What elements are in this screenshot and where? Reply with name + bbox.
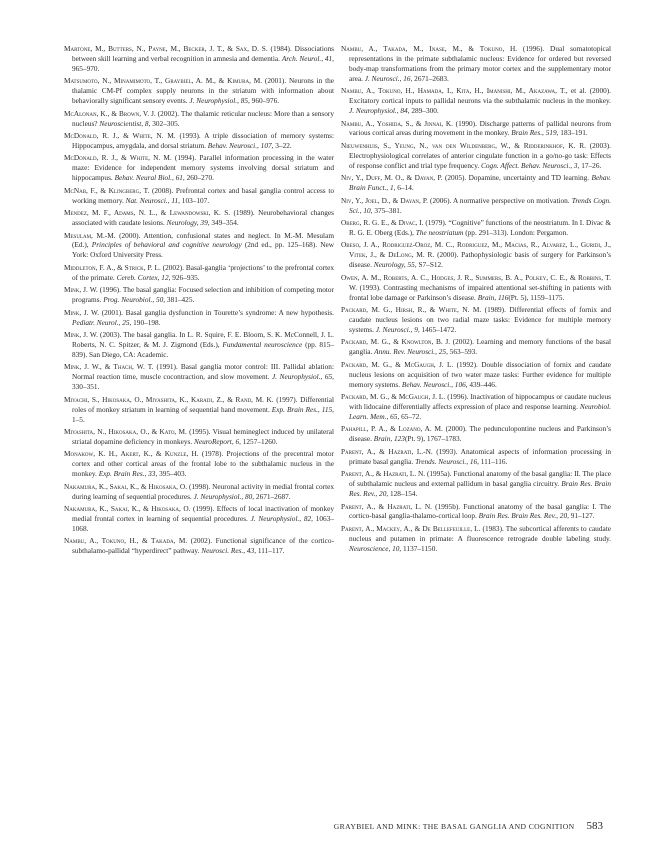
reference-entry [64,449,334,479]
reference-entry [64,427,334,447]
reference-pages: (Pt. 9), 1767–1783. [404,434,462,444]
reference-journal: J. Neurophysiol., 85, [189,96,250,106]
reference-journal: Neurology, 55, [373,260,417,270]
reference-journal: Neurosci. Res., 43, [201,546,257,556]
reference-authors: McNab, F., & Klingberg, T. [64,185,150,195]
reference-entry [64,76,334,106]
reference-pages: 190–198. [131,317,161,327]
reference-journal: Neuroscientist, 8, [99,118,151,128]
reference-entry [64,330,334,360]
reference-entry [341,469,611,499]
reference-entry [341,305,611,335]
reference-authors: Packard, M. G., & McGaugh, J. L. [341,392,446,402]
reference-entry [341,337,611,357]
reference-entry [341,447,611,467]
reference-journal: Behav. Brain Funct., 1, [349,173,611,193]
reference-text: (1990). Discharge patterns of pallidal neurons from various cortical areas during movement in the monkey. [349,118,611,138]
reference-entry [341,273,611,303]
reference-pages: (2nd ed., pp. 125–168). New York: Oxford University Press. [72,240,334,260]
reference-journal: Brain Res. Brain Res. Rev., 20, [478,511,569,521]
reference-authors: Nieuwenhuis, S., Yeung, N., van den Wildenberg, W., & Ridderinkhof, K. R. [341,140,586,150]
reference-entry [341,424,611,444]
reference-text: (1989). Differential effects of fornix and caudate nucleus lesions on two radial maze tasks: Evidence for multiple memory systems. [349,305,611,334]
reference-pages: (pp. 291–313). London: Pergamon. [463,227,569,237]
reference-authors: Mink, J. W. [64,330,98,340]
reference-journal: J. Neurosci., 16, [364,73,413,83]
reference-authors: Nakamura, K., Sakai, K., & Hikosaka, O. [64,504,191,514]
reference-journal: Cogn. Affect. Behav. Neurosci., 3, [481,160,580,170]
reference-entry [341,141,611,171]
reference-authors: Packard, M. G., Hirsh, R., & White, N. M. [341,305,482,315]
reference-journal: Behav. Neurosci., 106, [401,379,468,389]
reference-entry [64,308,334,328]
reference-text: (2006). A normative perspective on motivation. [428,195,572,205]
reference-pages: 289–300. [409,106,439,116]
reference-pages: 3–22. [273,140,292,150]
reference-authors: Parent, A., Mackey, A., & De Bellefeuille, L. [341,523,481,533]
reference-journal: Brain, 123 [373,434,405,444]
reference-column-right [341,44,611,556]
reference-pages: 1063–1068. [72,514,334,533]
reference-authors: Packard, M. G., & McGaugh, J. L. [341,359,454,369]
reference-pages: 375–381. [372,205,402,215]
reference-text: (1998). Neuronal activity in medial frontal cortex during learning of sequential procedures. [72,481,334,501]
reference-text: (1989). Neurobehavioral changes associated with caudate lesions. [72,208,335,228]
reference-journal: J. Neurophysiol., 80, [193,491,255,501]
reference-authors: McDonald, R. J., & White, N. M. [64,153,172,163]
reference-text: (2000). Pathophysiologic basis of surgery for Parkinson’s disease. [349,250,611,270]
reference-pages: S7–S12. [416,260,443,270]
reference-journal: Neurology, 39, [166,218,210,228]
reference-text: (1996). Dual somatotopical representations in the primate subthalamic nucleus: Evidence for ordered but reversed body-map transformations from the primary motor cortex and the supplementary motor area. [349,44,612,83]
reference-entry [64,362,334,392]
reference-text: (2001). Basal ganglia dysfunction in Tourette’s syndrome: A new hypothesis. [99,307,334,317]
reference-pages: 330–351. [72,382,100,392]
reference-text: (1984). Dissociations between skill learning and verbal recognition in amnesia and dementia. [72,44,334,63]
reference-text: (1993). A triple dissociation of memory systems: Hippocampus, amygdala, and dorsal striatum. [72,131,334,150]
reference-text: (1996). The basal ganglia: Focused selection and inhibition of competing motor programs. [72,285,334,305]
reference-text: (1994). Parallel information processing in the water maze: Evidence for independent memory systems involving dorsal striatum and hippocampus. [72,153,334,183]
reference-entry [64,231,334,261]
reference-pages: 17–26. [579,160,602,170]
reference-text: (1991). Basal ganglia motor control: III. Pallidal ablation: Normal reaction time, muscle cocontraction, and slow movement. [72,362,334,382]
reference-text: (1992). Double dissociation of fornix and caudate nucleus lesions on acquisition of two water maze tasks: Further evidence for multiple memory systems. [349,359,611,389]
reference-pages: 128–154. [388,489,418,499]
reference-pages: 65–72. [399,411,422,421]
reference-journal: Neuroscience, 10, [349,543,402,553]
reference-entry [64,504,334,534]
reference-journal: Pediatr. Neurol., 25, [72,317,132,327]
reference-authors: Matsumoto, N., Minamimoto, T., Graybiel, A. M., & Kimura, M. [64,76,263,86]
reference-authors: Martone, M., Butters, N., Payne, M., Becker, J. T., & Sax, D. S. [64,44,268,53]
reference-authors: Nambu, A., Tokuno, H., Hamada, I., Kita, H., Imanishi, M., Akazawa, T., [341,86,568,96]
reference-journal: Exp. Brain Res., 115, [271,404,334,414]
reference-pages: 91–127. [568,511,595,521]
reference-entry [341,392,611,422]
reference-authors: Pahapill, P. A., & Lozano, A. M. [341,424,443,434]
reference-pages: 349–354. [209,218,239,228]
reference-authors: Mink, J. W. [64,307,100,317]
reference-pages: 103–107. [179,195,210,205]
reference-pages: 395–403. [157,469,187,479]
reference-authors: Middleton, F. A., & Strick, P. L. [64,262,161,272]
reference-text: (1995b). Functional anatomy of the basal ganglia: I. The cortico-basal ganglia-thalamo-cortical loop. [349,501,611,521]
reference-pages: 381–425. [165,295,195,305]
reference-text: et al. (2000). Excitatory cortical inputs to pallidal neurons via the subthalamic nucleus in the monkey. [349,86,612,106]
reference-journal: Prog. Neurobiol., 50, [103,295,166,305]
reference-journal: Annu. Rev. Neurosci., 25, [374,347,448,357]
reference-pages: 1–5. [72,414,85,424]
reference-journal: J. Neurophysiol., 82, [250,514,313,524]
reference-pages: 1257–1260. [240,436,278,446]
reference-entry [341,218,611,238]
page-number: 583 [586,820,603,832]
reference-journal: Brain Res. Brain Res. Rev., 20, [349,479,611,499]
reference-entry [64,208,334,228]
reference-authors: Nambu, A., Tokuno, H., & Takada, M. [64,536,188,546]
reference-authors: McAlonan, K., & Brown, V. J. [64,108,156,118]
reference-authors: Mink, J. W., & Thach, W. T. [64,362,154,372]
reference-pages: 965–970. [72,63,100,73]
reference-entry [341,502,611,522]
reference-authors: Nambu, A., Takada, M., Inase, M., & Tokuno, H. [341,44,518,53]
reference-authors: Niv, Y., Duff, M. O., & Dayan, P. [341,173,443,183]
reference-pages: (Pt. 5), 1159–1175. [508,292,565,302]
reference-pages: 6–14. [395,183,414,193]
reference-entry [341,360,611,390]
reference-pages: 260–270. [184,173,214,183]
reference-entry [341,86,611,116]
reference-journal: J. Neurophysiol., 84, [349,106,410,116]
reference-column-left [64,44,334,559]
reference-text: (1995). Visual hemineglect induced by unilateral striatal dopamine deficiency in monkeys. [72,427,334,446]
reference-journal: Brain Res., 519, [511,128,559,138]
reference-journal: Cereb. Cortex, 12, [116,272,171,282]
reference-pages: 111–117. [256,546,285,556]
reference-journal: Arch. Neurol., 41, [281,53,335,63]
reference-text: (2002). Basal-ganglia ‘projections’ to the prefrontal cortex of the primate. [72,262,334,282]
reference-pages: 439–446. [467,379,497,389]
reference-pages: 926–935. [170,272,200,282]
reference-text: (2008). Prefrontal cortex and basal ganglia control access to working memory. [72,185,334,205]
reference-journal: The neostriatum [415,227,464,237]
reference-text: (2002). Functional significance of the cortico-subthalamo-pallidal “hyperdirect” pathway. [72,536,334,556]
reference-pages: 960–976. [249,96,280,106]
running-head: GRAYBIEL AND MINK: THE BASAL GANGLIA AND COGNITION [333,822,575,831]
reference-authors: Parent, A., & Hazrati, L. N. [341,501,432,511]
reference-entry [64,285,334,305]
reference-entry [64,536,334,556]
reference-journal: Nat. Neurosci., 11, [125,195,180,205]
reference-pages: 563–593. [447,347,478,357]
reference-entry [341,119,611,139]
reference-authors: Nambu, A., Yoshida, S., & Jinnai, K. [341,118,453,128]
reference-entry [64,44,334,74]
reference-journal: Fundamental neuroscience [222,340,303,349]
reference-text: (1978). Projections of the precentral motor cortex and other cortical areas of the frontal lobe to the subthalamic nucleus in the monkey. [72,449,334,479]
reference-text: (1997). Differential roles of monkey striatum in learning of sequential hand movement. [72,394,335,414]
reference-pages: 1465–1472. [419,324,457,334]
reference-text: (2001). Neurons in the thalamic CM-Pf complex supply neurons in the striatum with information about behaviorally significant sensory events. [72,76,334,106]
reference-authors: Niv, Y., Joel, D., & Dayan, P. [341,195,428,205]
reference-journal: Neurobiol. Learn. Mem., 65, [349,402,611,421]
reference-text: (1993). Anatomical aspects of information processing in primate basal ganglia. [349,446,612,466]
reference-text: (1979). “Cognitive” functions of the neostriatum. In I. Divac & R. G. E. Oberg (Eds.), [349,218,611,237]
reference-entry [341,44,611,84]
reference-text: (1999). Effects of local inactivation of monkey medial frontal cortex in learning of sequential procedures. [72,504,334,524]
reference-pages: 111–116. [478,456,508,466]
reference-text: (2005). Dopamine, uncertainty and TD learning. [442,173,592,183]
reference-journal: Behav. Neurosci., 107, [207,140,274,150]
reference-authors: Miyachi, S., Hikosaka, O., Miyashita, K., Karadi, Z., & Rand, M. K. [64,394,274,404]
reference-text: (1995a). Functional anatomy of the basal ganglia: II. The place of subthalamic nucleus and external pallidum in basal ganglia circuitry. [349,469,612,489]
reference-authors: Obeso, J. A., Rodriguez-Oroz, M. C., Rodriguez, M., Macias, R., Alvarez, L., Guridi, J., Vitek, J., & DeLong, M. R. [341,240,611,260]
reference-journal: Exp. Brain Res., 33, [98,469,158,479]
reference-pages: 183–191. [558,128,588,138]
reference-authors: McDonald, R. J., & White, N. M. [64,131,176,141]
reference-text: (1983). The subcortical afferents to caudate nucleus and putamen in primate: A fluorescence retrograde double labeling study. [349,523,611,543]
reference-journal: Trends Cogn. Sci., 10, [349,195,611,215]
reference-entry [64,109,334,129]
reference-authors: Parent, A., & Hazrati, L. N. [341,469,426,479]
reference-authors: Mendez, M. F., Adams, N. L., & Lewandowski, K. S. [64,208,231,218]
reference-entry [64,263,334,283]
reference-text: (2002). Learning and memory functions of the basal ganglia. [349,337,611,357]
reference-authors: Parent, A., & Hazrati, L.-N. [341,446,433,456]
reference-authors: Mesulam, M.-M. [64,230,116,240]
reference-entry [341,196,611,216]
reference-entry [341,240,611,270]
reference-authors: Mink, J. W. [64,285,98,295]
reference-text: (2000). The pedunculopontine nucleus and Parkinson’s disease. [349,424,611,444]
reference-text: (1996). Inactivation of hippocampus or caudate nucleus with lidocaine differentially affects expression of place and response learning. [349,392,611,412]
reference-authors: Oberg, R. G. E., & Divac, I. [341,218,424,228]
reference-entry [64,153,334,183]
reference-authors: Owen, A. M., Roberts, A. C., Hodges, J. R., Summers, B. A., Polkey, C. E., & Robbins, T. W. [341,272,611,292]
reference-pages: 2671–2687. [254,491,291,501]
reference-entry [341,524,611,554]
reference-journal: NeuroReport, 6, [193,436,241,446]
reference-text: (2003). The basal ganglia. In L. R. Squire, F. E. Bloom, S. K. McConnell, J. L. Roberts, N. C. Spitzer, & M. J. Zigmond (Eds.), [72,330,335,349]
reference-text: (2000). Attention, confusional states and neglect. In M.-M. Mesulam (Ed.), [72,230,335,250]
reference-text: (2002). The thalamic reticular nucleus: More than a sensory nucleus? [72,108,334,128]
reference-pages: (pp. 815–839). San Diego, CA: Academic. [72,340,334,359]
reference-pages: 1137–1150. [401,543,438,553]
reference-pages: 302–305. [150,118,180,128]
reference-text: (2003). Electrophysiological correlates of anterior cingulate function in a go/no-go task: Effects of response conflict and trial type frequency. [349,140,611,170]
page-footer [333,820,603,832]
reference-entry [64,131,334,151]
reference-journal: Behav. Neural Biol., 61, [114,173,185,183]
reference-pages: 2671–2683. [412,73,449,83]
reference-journal: Trends. Neurosci., 16, [415,456,479,466]
reference-entry [64,186,334,206]
reference-entry [64,395,334,425]
reference-authors: Miyashita, N., Hikosaka, O., & Kato, M. [64,427,187,437]
reference-journal: Principles of behavioral and cognitive neurology [91,240,242,250]
reference-authors: Nakamura, K., Sakai, K., & Hikosaka, O. [64,481,188,491]
reference-authors: Packard, M. G., & Knowlton, B. J. [341,337,451,347]
reference-entry [341,173,611,193]
reference-text: (1993). Contrasting mechanisms of impaired attentional set-shifting in patients with frontal lobe damage or Parkinson’s disease. [349,282,611,302]
reference-journal: J. Neurophysiol., 65, [272,372,335,382]
reference-authors: Monakow, K. H., Akert, K., & Kunzle, H. [64,449,199,459]
reference-journal: Brain, 116 [477,292,509,302]
reference-entry [64,482,334,502]
reference-journal: J. Neurosci., 9, [375,324,420,334]
